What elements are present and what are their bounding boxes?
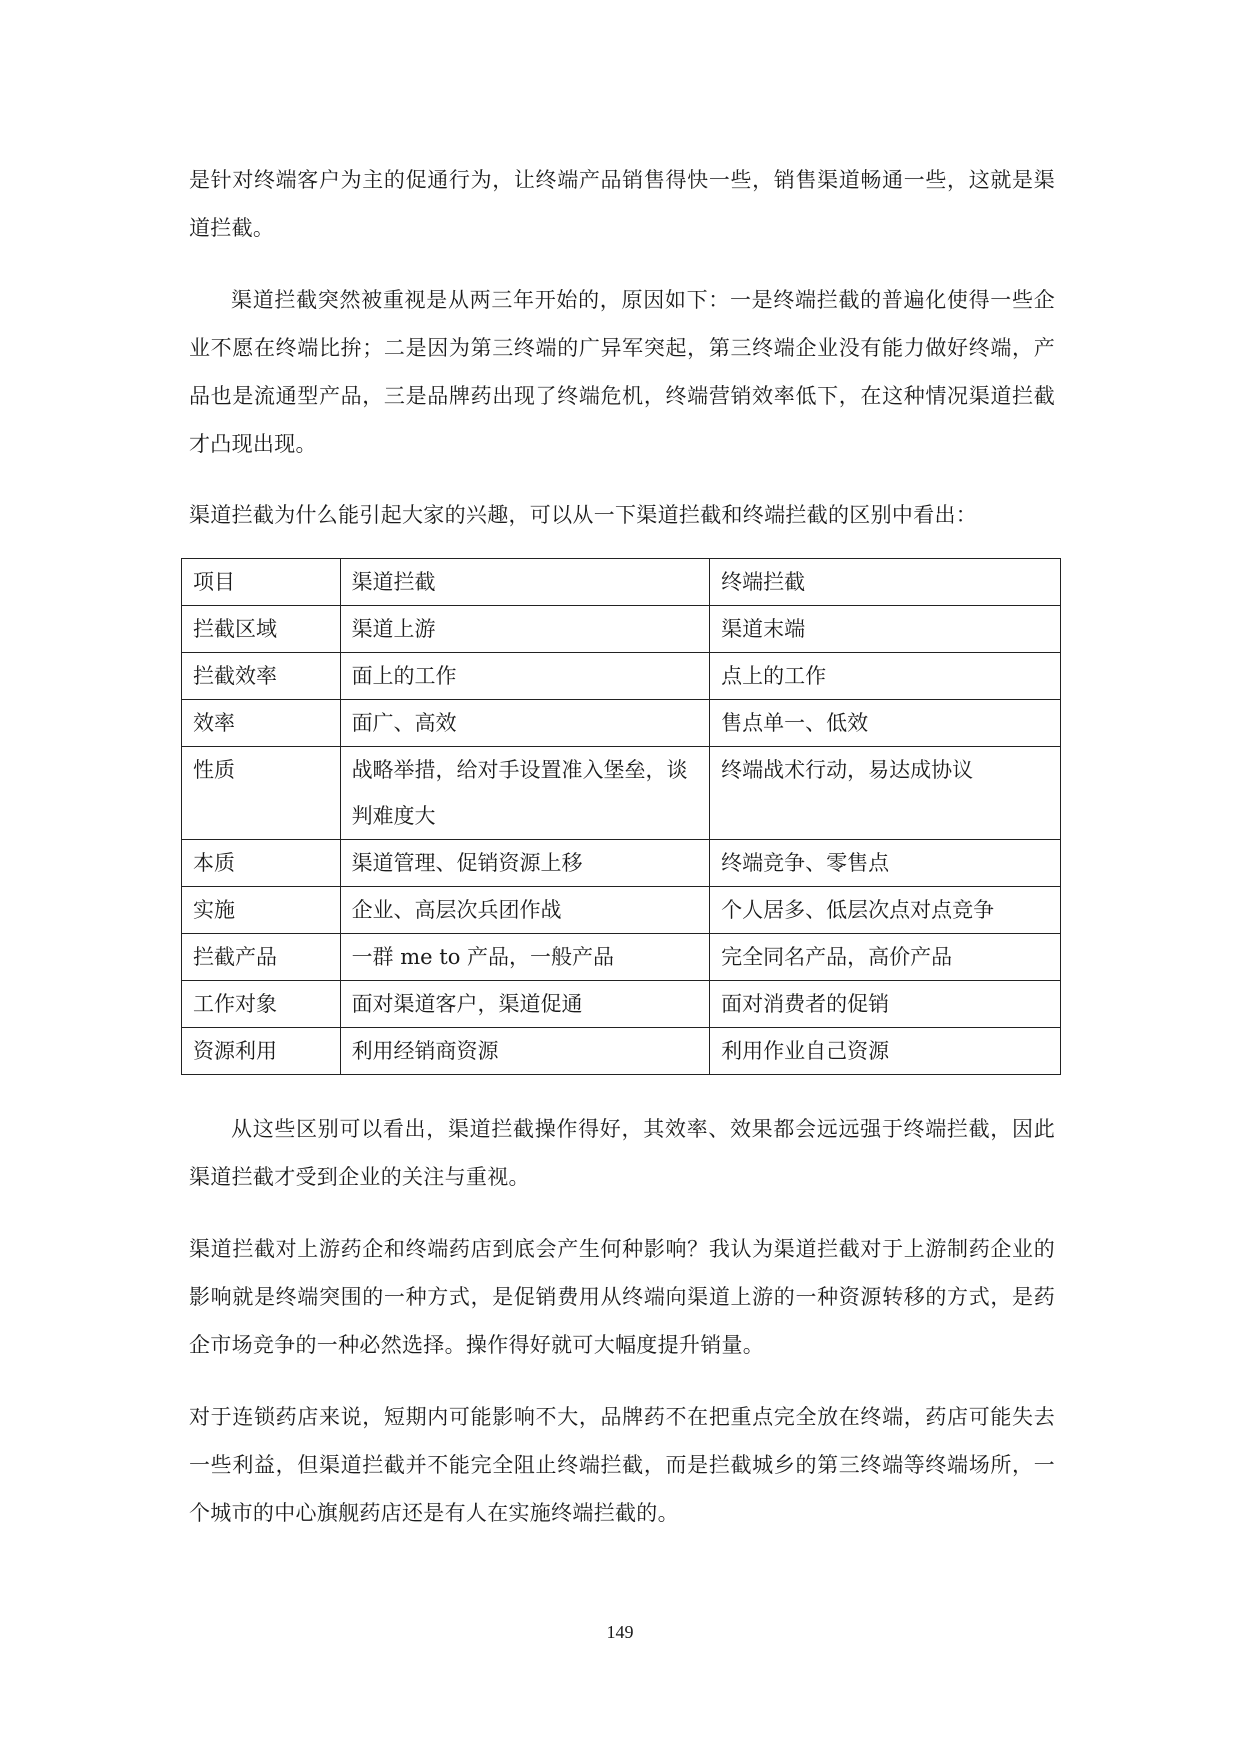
table-row bbox=[182, 840, 1061, 887]
table-cell: 企业、高层次兵团作战 bbox=[340, 887, 710, 934]
table-cell: 面对消费者的促销 bbox=[710, 981, 1061, 1028]
table-cell: 性质 bbox=[182, 747, 341, 840]
table-cell: 拦截产品 bbox=[182, 934, 341, 981]
table-cell: 面上的工作 bbox=[340, 653, 710, 700]
table-cell: 面广、高效 bbox=[340, 700, 710, 747]
table-cell: 终端战术行动，易达成协议 bbox=[710, 747, 1061, 840]
table-cell: 个人居多、低层次点对点竞争 bbox=[710, 887, 1061, 934]
table-cell: 点上的工作 bbox=[710, 653, 1061, 700]
table-cell: 战略举措，给对手设置准入堡垒，谈判难度大 bbox=[340, 747, 710, 840]
table-row bbox=[182, 934, 1061, 981]
table-cell: 拦截效率 bbox=[182, 653, 341, 700]
paragraph-impact-pharma: 渠道拦截对上游药企和终端药店到底会产生何种影响？我认为渠道拦截对于上游制药企业的影响就是终端突围的一种方式，是促销费用从终端向渠道上游的一种资源转移的方式，是药企市场竞争的一种必然选择。操作得好就可大幅度提升销量。 bbox=[189, 1237, 1055, 1357]
table-row bbox=[182, 700, 1061, 747]
table-cell: 完全同名产品，高价产品 bbox=[710, 934, 1061, 981]
paragraph-conclusion: 从这些区别可以看出，渠道拦截操作得好，其效率、效果都会远远强于终端拦截，因此渠道拦截才受到企业的关注与重视。 bbox=[189, 1117, 1055, 1189]
comparison-table bbox=[181, 558, 1061, 1075]
table-cell: 终端竞争、零售点 bbox=[710, 840, 1061, 887]
table-cell: 渠道管理、促销资源上移 bbox=[340, 840, 710, 887]
table-row bbox=[182, 653, 1061, 700]
table-cell: 拦截区域 bbox=[182, 606, 341, 653]
page-number: 149 bbox=[606, 1622, 634, 1642]
table-cell: 本质 bbox=[182, 840, 341, 887]
table-cell: 项目 bbox=[182, 559, 341, 606]
table-cell: 实施 bbox=[182, 887, 341, 934]
paragraph-reasons: 渠道拦截突然被重视是从两三年开始的，原因如下：一是终端拦截的普遍化使得一些企业不愿在终端比拚；二是因为第三终端的广异军突起，第三终端企业没有能力做好终端，产品也是流通型产品，三是品牌药出现了终端危机，终端营销效率低下，在这种情况渠道拦截才凸现出现。 bbox=[189, 288, 1055, 456]
table-cell: 一群 me to 产品，一般产品 bbox=[340, 934, 710, 981]
table-cell: 渠道末端 bbox=[710, 606, 1061, 653]
paragraph-impact-pharmacy: 对于连锁药店来说，短期内可能影响不大，品牌药不在把重点完全放在终端，药店可能失去一些利益，但渠道拦截并不能完全阻止终端拦截，而是拦截城乡的第三终端等终端场所，一个城市的中心旗舰药店还是有人在实施终端拦截的。 bbox=[189, 1405, 1055, 1525]
table-cell: 工作对象 bbox=[182, 981, 341, 1028]
table-row bbox=[182, 981, 1061, 1028]
table-row bbox=[182, 1028, 1061, 1075]
table-row bbox=[182, 747, 1061, 840]
table-cell: 效率 bbox=[182, 700, 341, 747]
table-cell: 利用作业自己资源 bbox=[710, 1028, 1061, 1075]
table-cell: 售点单一、低效 bbox=[710, 700, 1061, 747]
paragraph-intro: 是针对终端客户为主的促通行为，让终端产品销售得快一些，销售渠道畅通一些，这就是渠道拦截。 bbox=[189, 168, 1055, 240]
table-row bbox=[182, 606, 1061, 653]
table-cell: 资源利用 bbox=[182, 1028, 341, 1075]
paragraph-table-lead: 渠道拦截为什么能引起大家的兴趣，可以从一下渠道拦截和终端拦截的区别中看出： bbox=[189, 503, 978, 527]
table-cell: 终端拦截 bbox=[710, 559, 1061, 606]
table-cell: 渠道上游 bbox=[340, 606, 710, 653]
table-row bbox=[182, 559, 1061, 606]
table-cell: 面对渠道客户，渠道促通 bbox=[340, 981, 710, 1028]
table-cell: 利用经销商资源 bbox=[340, 1028, 710, 1075]
table-row bbox=[182, 887, 1061, 934]
table-cell: 渠道拦截 bbox=[340, 559, 710, 606]
